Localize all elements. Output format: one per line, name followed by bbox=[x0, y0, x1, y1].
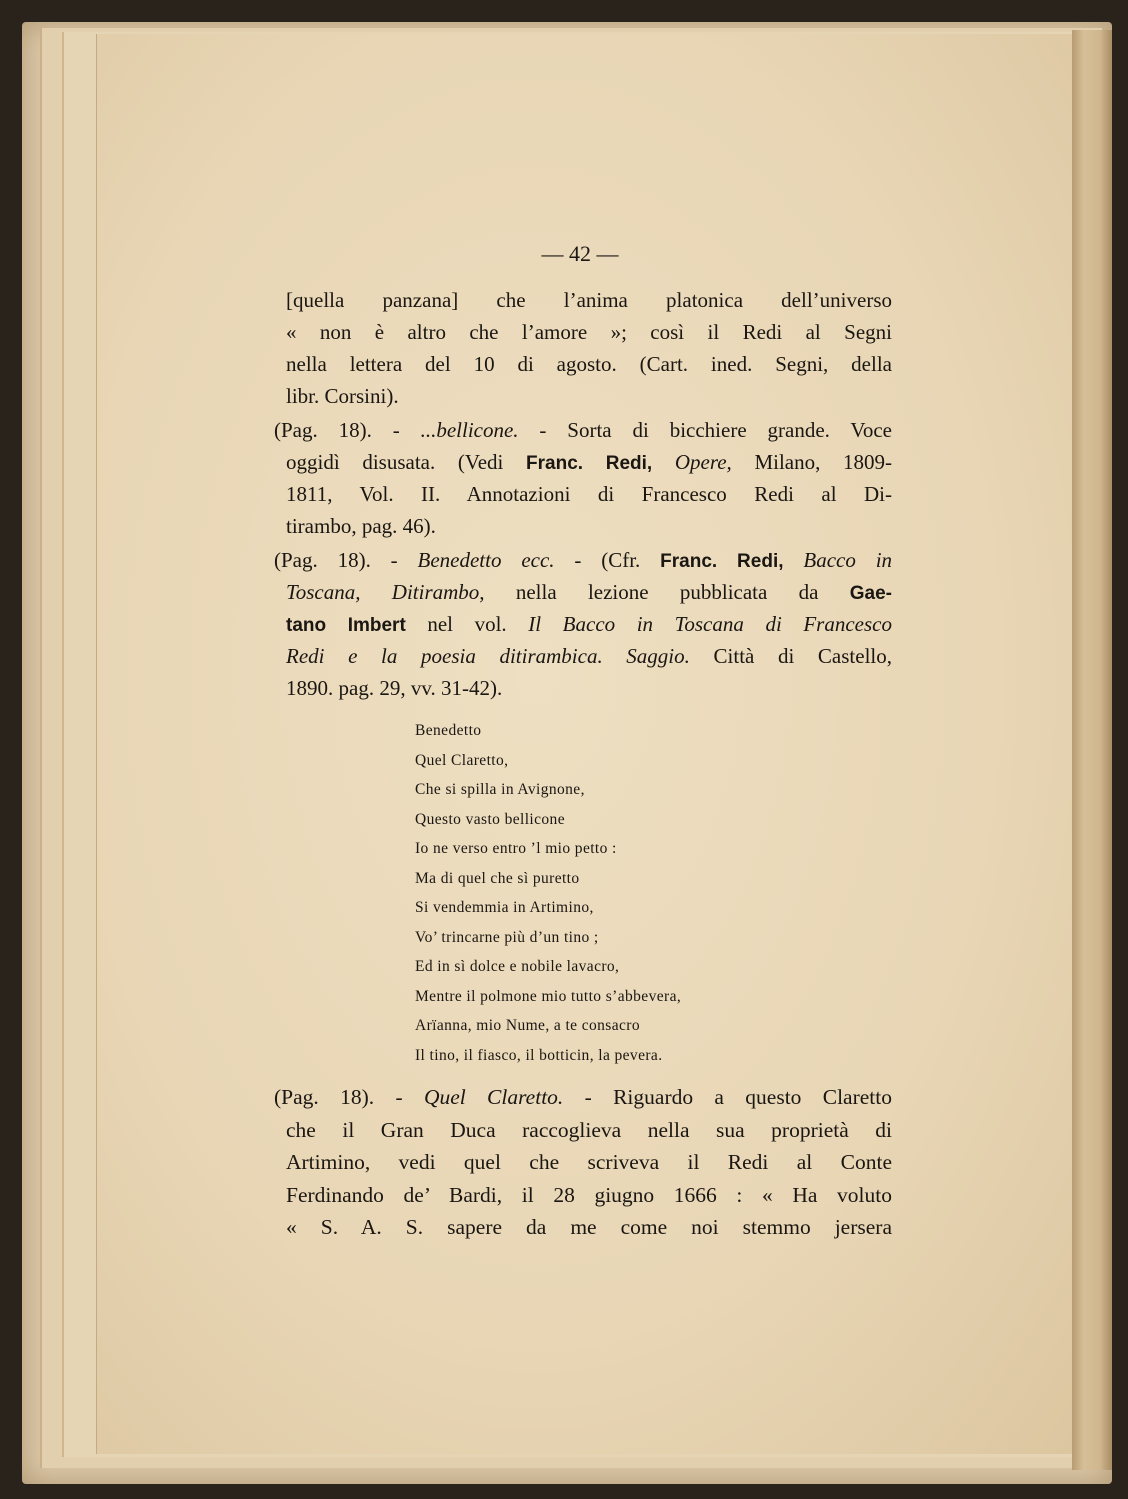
text-line: Artimino, vedi quel che scriveva il Redi al Conte bbox=[286, 1150, 892, 1174]
text-span: (Pag. 18). - bbox=[274, 418, 421, 442]
text-span bbox=[652, 450, 675, 474]
text-line: tirambo, pag. 46). bbox=[286, 514, 436, 538]
verse-line: Il tino, il fiasco, il botticin, la pevera. bbox=[415, 1046, 663, 1064]
text-line: « non è altro che l’amore »; così il Redi al Segni bbox=[286, 320, 892, 344]
text-span-italic: Quel Claretto. bbox=[423, 1085, 564, 1109]
text-line: Ferdinando de’ Bardi, il 28 giugno 1666 : « Ha voluto bbox=[286, 1182, 892, 1207]
verse-line: Ma di quel che sì puretto bbox=[415, 869, 580, 887]
text-line: che il Gran Duca raccoglieva nella sua proprietà di bbox=[286, 1117, 892, 1142]
text-line: libr. Corsini). bbox=[286, 384, 399, 408]
text-line bbox=[274, 414, 892, 446]
text-span-italic: Bacco in bbox=[803, 548, 893, 572]
text-span: oggidì disusata. (Vedi bbox=[286, 450, 527, 474]
text-span-italic: Opere, bbox=[674, 450, 732, 474]
text-span-italic: ...bellicone. bbox=[420, 418, 519, 442]
text-span: Città di Castello, bbox=[689, 644, 893, 668]
text-span-bold: Franc. Redi, bbox=[660, 551, 784, 572]
text-line: [quella panzana] che l’anima platonica dell’universo bbox=[286, 288, 892, 312]
text-span: (Pag. 18). - bbox=[274, 548, 418, 572]
text-line bbox=[286, 608, 892, 640]
verse-line: Benedetto bbox=[415, 722, 482, 739]
verse-line: Io ne verso entro ’l mio petto : bbox=[415, 840, 617, 857]
verse-line: Che si spilla in Avignone, bbox=[415, 781, 585, 798]
text-span: nel vol. bbox=[405, 612, 529, 636]
text-line: 1811, Vol. II. Annotazioni di Francesco Redi al Di- bbox=[286, 482, 892, 506]
verse-line: Mentre il polmone mio tutto s’abbevera, bbox=[415, 987, 682, 1005]
text-span: nella lezione pubblicata da bbox=[484, 580, 850, 604]
page-number: — 42 — bbox=[541, 241, 619, 266]
verse-line: Questo vasto bellicone bbox=[415, 810, 565, 828]
text-span-italic: Toscana, Ditirambo, bbox=[286, 580, 485, 604]
text-span: Milano, 1809- bbox=[731, 450, 893, 474]
text-span-italic: Benedetto ecc. bbox=[417, 548, 555, 572]
text-span-bold: tano Imbert bbox=[286, 615, 406, 636]
verse-line: Vo’ trincarne più d’un tino ; bbox=[415, 928, 599, 946]
text-line bbox=[274, 544, 892, 576]
text-line bbox=[286, 576, 892, 608]
text-line: 1890. pag. 29, vv. 31-42). bbox=[286, 676, 503, 700]
text-span: (Pag. 18). - bbox=[274, 1085, 424, 1109]
text-span: - (Cfr. bbox=[554, 548, 661, 572]
verse-block bbox=[415, 716, 855, 1070]
verse-line: Quel Claretto, bbox=[415, 751, 509, 769]
text-line bbox=[274, 1081, 892, 1114]
verse-line: Si vendemmia in Artimino, bbox=[415, 899, 594, 916]
text-span-italic: Redi e la poesia ditirambica. Saggio. bbox=[286, 644, 690, 668]
verse-line: Ed in sì dolce e nobile lavacro, bbox=[415, 958, 620, 975]
text-span bbox=[784, 548, 804, 572]
text-span: - Riguardo a questo Claretto bbox=[563, 1085, 892, 1109]
text-span-bold: Gae- bbox=[849, 583, 892, 604]
text-span-italic: Il Bacco in Toscana di Francesco bbox=[528, 612, 892, 636]
text-line bbox=[286, 640, 892, 672]
text-block-bottom bbox=[274, 1081, 892, 1244]
text-span-bold: Franc. Redi, bbox=[526, 453, 653, 474]
verse-line: Arïanna, mio Nume, a te consacro bbox=[415, 1017, 640, 1034]
text-line bbox=[286, 446, 892, 478]
text-span: - Sorta di bicchiere grande. Voce bbox=[518, 418, 892, 442]
text-line: « S. A. S. sapere da me come noi stemmo jersera bbox=[286, 1215, 892, 1239]
text-line: nella lettera del 10 di agosto. (Cart. ined. Segni, della bbox=[286, 352, 892, 376]
text-block-top bbox=[274, 284, 893, 704]
